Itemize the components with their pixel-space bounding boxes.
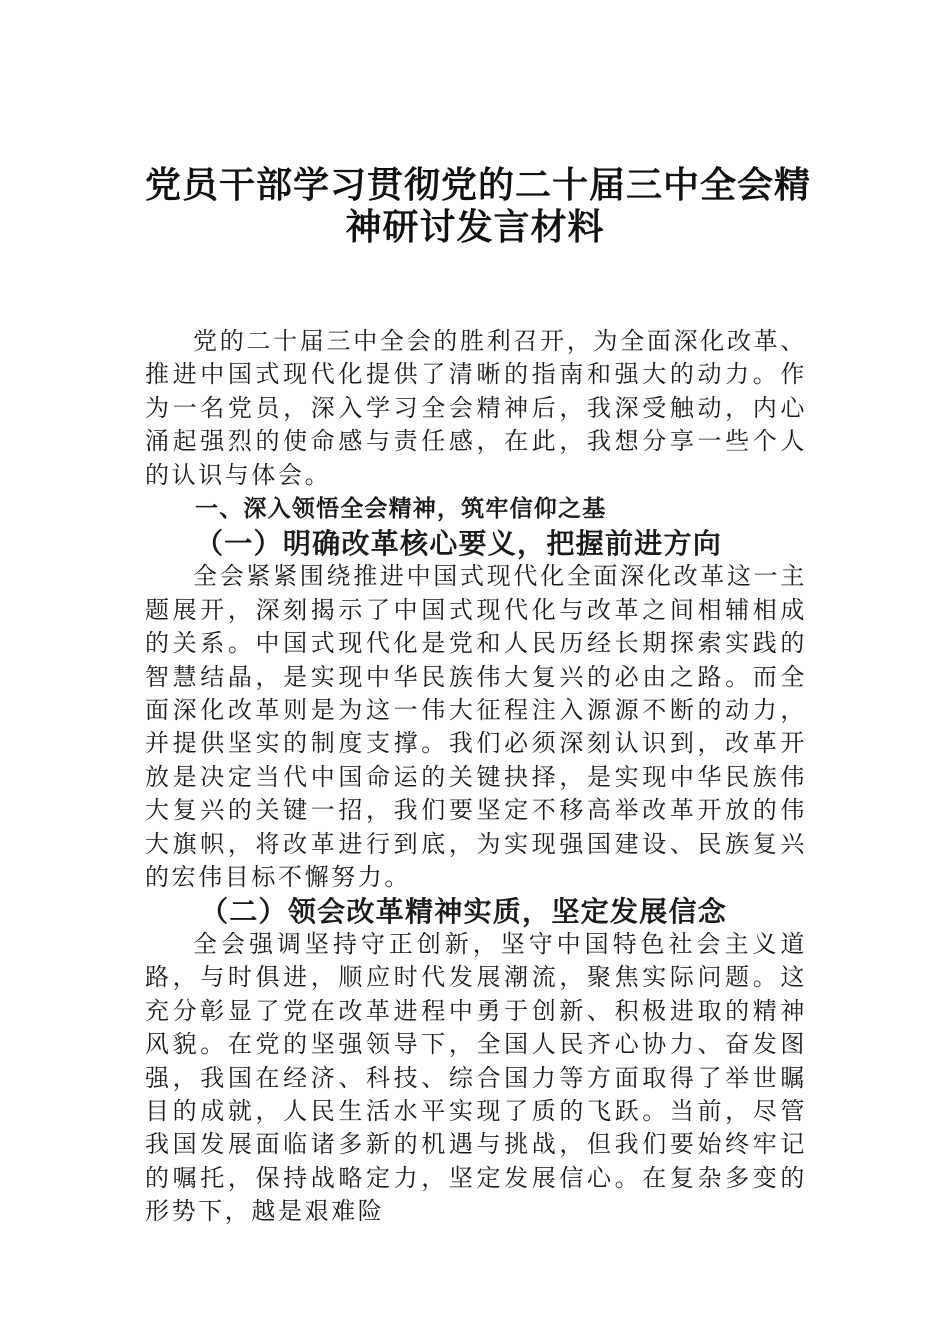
section-1-heading: 一、深入领悟全会精神，筑牢信仰之基	[195, 496, 607, 523]
document-body	[145, 325, 807, 1229]
subsection-1-heading: （一）明确改革核心要义，把握前进方向	[195, 527, 723, 561]
subsection-2-paragraph: 全会强调坚持守正创新，坚守中国特色社会主义道路，与时俱进，顺应时代发展潮流，聚焦实际问题。这充分彰显了党在改革进程中勇于创新、积极进取的精神风貌。在党的坚强领导下，全国人民齐心协力、奋发图强，我国在经济、科技、综合国力等方面取得了举世瞩目的成就，人民生活水平实现了质的飞跃。当前，尽管我国发展面临诸多新的机遇与挑战，但我们要始终牢记的嘱托，保持战略定力，坚定发展信心。在复杂多变的形势下，越是艰难险	[145, 929, 807, 1226]
subsection-2-heading: （二）领会改革精神实质，坚定发展信念	[200, 894, 728, 928]
document-title-line-1: 党员干部学习贯彻党的二十届三中全会精	[145, 164, 812, 206]
subsection-1-paragraph: 全会紧紧围绕推进中国式现代化全面深化改革这一主题展开，深刻揭示了中国式现代化与改革之间相辅相成的关系。中国式现代化是党和人民历经长期探索实践的智慧结晶，是实现中华民族伟大复兴的必由之路。而全面深化改革则是为这一伟大征程注入源源不断的动力，并提供坚实的制度支撑。我们必须深刻认识到，改革开放是决定当代中国命运的关键抉择，是实现中华民族伟大复兴的关键一招，我们要坚定不移高举改革开放的伟大旗帜，将改革进行到底，为实现强国建设、民族复兴的宏伟目标不懈努力。	[145, 562, 807, 892]
intro-paragraph: 党的二十届三中全会的胜利召开，为全面深化改革、推进中国式现代化提供了清晰的指南和强大的动力。作为一名党员，深入学习全会精神后，我深受触动，内心涌起强烈的使命感与责任感，在此，我想分享一些个人的认识与体会。	[145, 327, 807, 489]
document-title-line-2: 神研讨发言材料	[345, 206, 605, 248]
